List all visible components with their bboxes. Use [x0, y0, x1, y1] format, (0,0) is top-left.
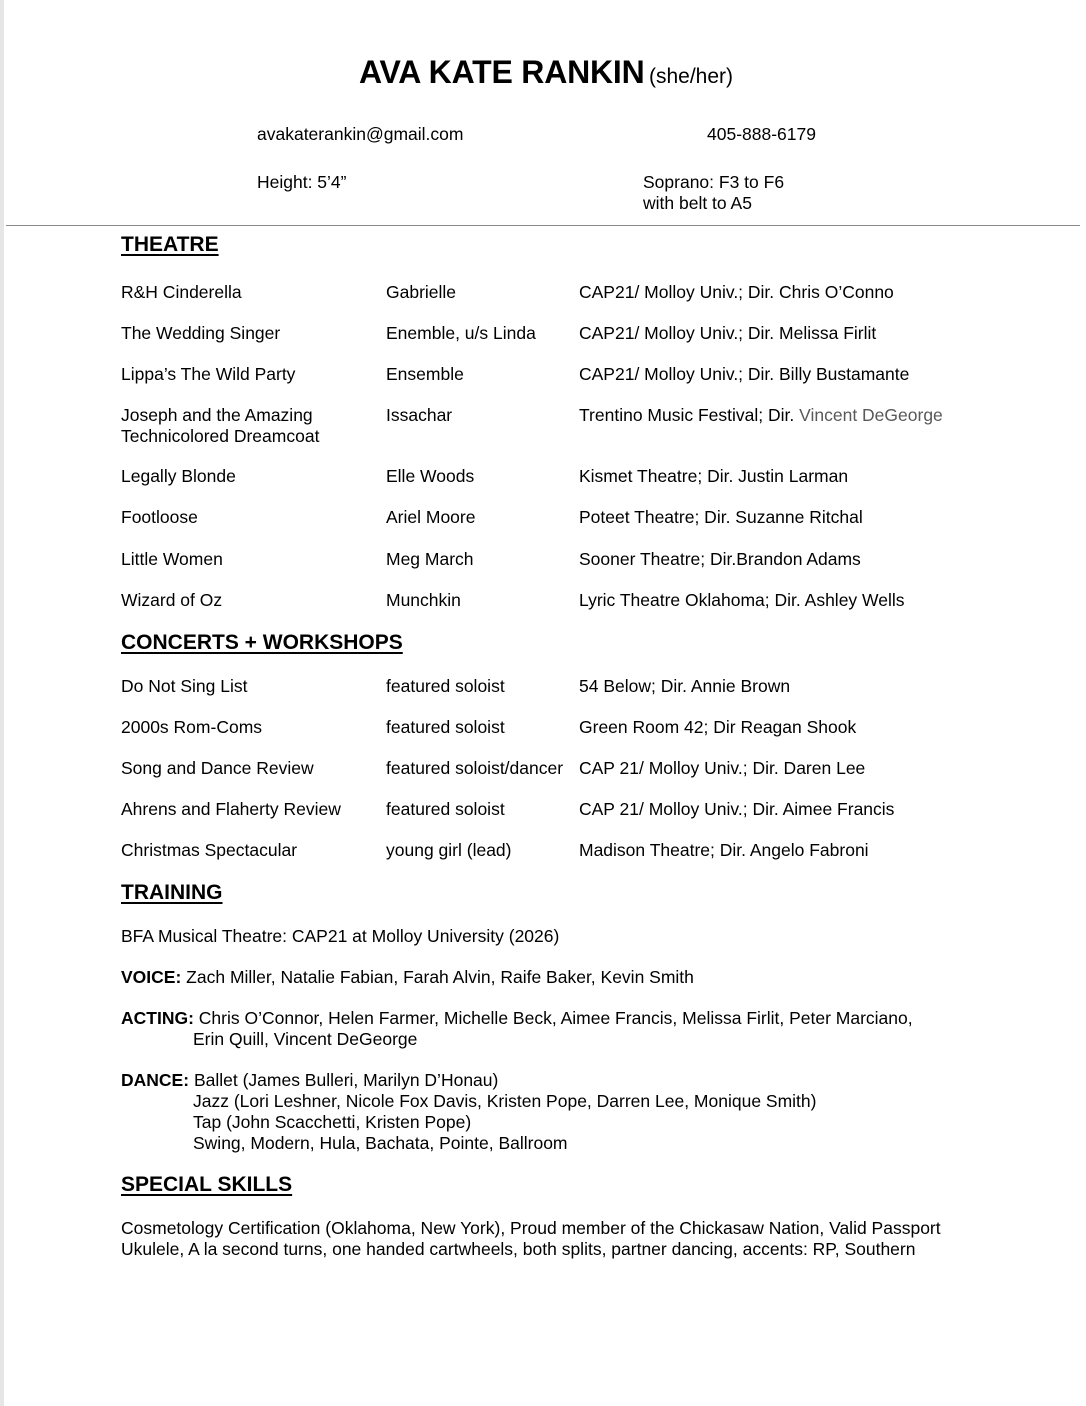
dance-line3: Tap (John Scacchetti, Kristen Pope) — [193, 1112, 472, 1132]
show-title: 2000s Rom-Coms — [121, 717, 263, 737]
voice-range — [643, 172, 784, 214]
show-title: Ahrens and Flaherty Review — [121, 799, 341, 819]
show-title: Lippa’s The Wild Party — [121, 364, 296, 384]
show-title: Legally Blonde — [121, 466, 236, 486]
voice-label: VOICE: — [121, 967, 182, 987]
show-title: Footloose — [121, 507, 198, 527]
company-director: Poteet Theatre; Dir. Suzanne Ritchal — [579, 507, 863, 527]
company-director: CAP21/ Molloy Univ.; Dir. Chris O’Conno — [579, 282, 894, 302]
show-title: Christmas Spectacular — [121, 840, 298, 860]
acting-teachers-line1: Chris O’Connor, Helen Farmer, Michelle Beck, Aimee Francis, Melissa Firlit, Peter Marciano, — [198, 1008, 913, 1028]
role: Gabrielle — [386, 282, 457, 302]
height: Height: 5’4” — [257, 172, 347, 192]
role: featured soloist — [386, 676, 505, 696]
section-heading-concerts: CONCERTS + WORKSHOPS — [121, 631, 403, 654]
show-title: The Wedding Singer — [121, 323, 281, 343]
special-skills — [121, 1218, 1071, 1260]
role: featured soloist — [386, 717, 505, 737]
show-title: R&H Cinderella — [121, 282, 242, 302]
skills-line1: Cosmetology Certification (Oklahoma, New York), Proud member of the Chickasaw Nation, Valid Passport — [121, 1218, 941, 1238]
section-heading-theatre: THEATRE — [121, 233, 219, 256]
company-director: Lyric Theatre Oklahoma; Dir. Ashley Wells — [579, 590, 905, 610]
acting-teachers-line2: Erin Quill, Vincent DeGeorge — [193, 1029, 418, 1049]
role: featured soloist — [386, 799, 505, 819]
training-degree: BFA Musical Theatre: CAP21 at Molloy University (2026) — [121, 926, 560, 946]
email[interactable]: avakaterankin@gmail.com — [257, 124, 464, 144]
section-heading-skills: SPECIAL SKILLS — [121, 1173, 293, 1196]
role: Meg March — [386, 549, 474, 569]
role: featured soloist/dancer — [386, 758, 564, 778]
role: Elle Woods — [386, 466, 475, 486]
company-director: Green Room 42; Dir Reagan Shook — [579, 717, 857, 737]
page-edge — [0, 0, 4, 1406]
skills-line2: Ukulele, A la second turns, one handed cartwheels, both splits, partner dancing, accents: RP, Southern — [121, 1239, 916, 1259]
show-title: Little Women — [121, 549, 223, 569]
voice-range-line2: with belt to A5 — [643, 193, 752, 213]
dance-line2: Jazz (Lori Leshner, Nicole Fox Davis, Kristen Pope, Darren Lee, Monique Smith) — [193, 1091, 817, 1111]
performer-name: AVA KATE RANKIN — [358, 54, 645, 90]
company-director — [579, 405, 943, 426]
training-voice — [121, 967, 1021, 988]
show-title: Song and Dance Review — [121, 758, 314, 778]
role: young girl (lead) — [386, 840, 512, 860]
show-title — [121, 405, 319, 447]
show-title: Do Not Sing List — [121, 676, 248, 696]
pronouns: (she/her) — [649, 65, 734, 88]
company-director: CAP21/ Molloy Univ.; Dir. Melissa Firlit — [579, 323, 877, 343]
dance-line4: Swing, Modern, Hula, Bachata, Pointe, Ballroom — [193, 1133, 568, 1153]
role: Ariel Moore — [386, 507, 476, 527]
section-heading-training: TRAINING — [121, 881, 223, 904]
role: Munchkin — [386, 590, 461, 610]
role: Ensemble — [386, 364, 464, 384]
company-director: Kismet Theatre; Dir. Justin Larman — [579, 466, 849, 486]
voice-teachers: Zach Miller, Natalie Fabian, Farah Alvin, Raife Baker, Kevin Smith — [186, 967, 694, 987]
company-director: CAP 21/ Molloy Univ.; Dir. Daren Lee — [579, 758, 866, 778]
show-title: Wizard of Oz — [121, 590, 223, 610]
company-director: CAP 21/ Molloy Univ.; Dir. Aimee Francis — [579, 799, 895, 819]
phone: 405-888-6179 — [707, 124, 816, 144]
director-name: Vincent DeGeorge — [799, 405, 943, 425]
voice-range-line1: Soprano: F3 to F6 — [643, 172, 785, 192]
dance-label: DANCE: — [121, 1070, 190, 1090]
training-dance — [121, 1070, 1021, 1154]
company-director: Madison Theatre; Dir. Angelo Fabroni — [579, 840, 869, 860]
training-acting — [121, 1008, 1021, 1050]
role: Enemble, u/s Linda — [386, 323, 536, 343]
acting-label: ACTING: — [121, 1008, 194, 1028]
company-director: 54 Below; Dir. Annie Brown — [579, 676, 791, 696]
header-divider — [6, 225, 1080, 226]
company-name: Trentino Music Festival; Dir. — [579, 405, 795, 425]
role: Issachar — [386, 405, 453, 425]
dance-line1: Ballet (James Bulleri, Marilyn D’Honau) — [193, 1070, 499, 1090]
show-title-line1: Joseph and the Amazing — [121, 405, 313, 425]
company-director: CAP21/ Molloy Univ.; Dir. Billy Bustamante — [579, 364, 910, 384]
show-title-line2: Technicolored Dreamcoat — [121, 426, 320, 446]
company-director: Sooner Theatre; Dir.Brandon Adams — [579, 549, 861, 569]
resume-header — [0, 54, 1086, 91]
